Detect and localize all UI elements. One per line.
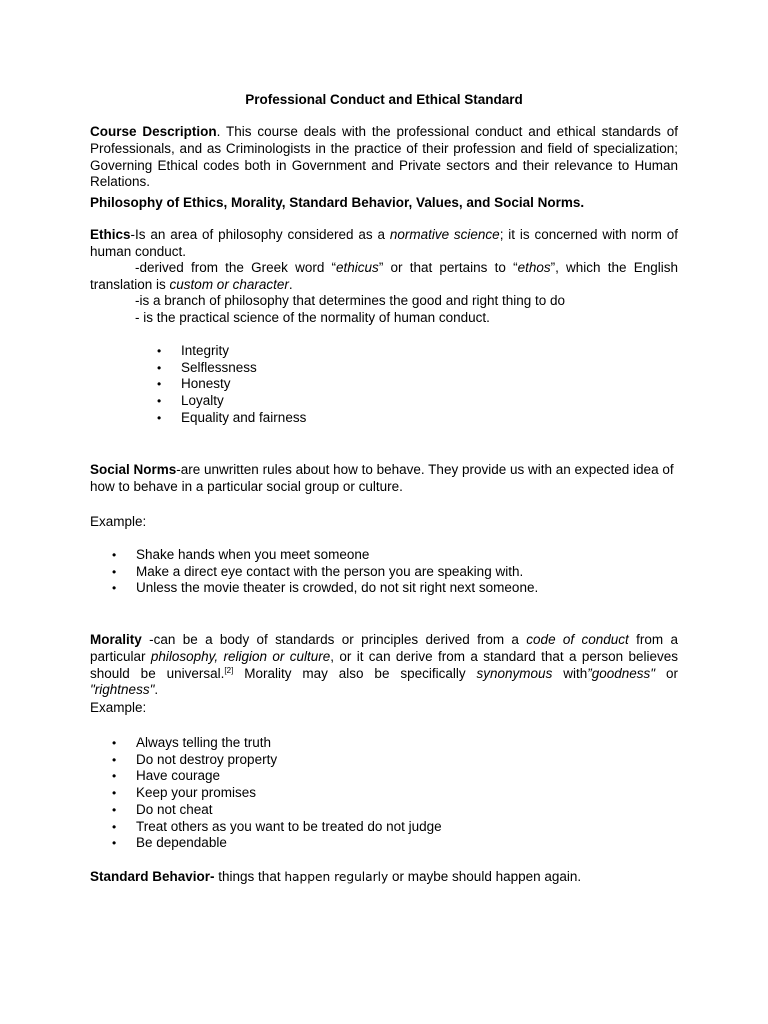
morality-text: -can be a body of standards or principles derived from a	[141, 632, 527, 647]
standard-behavior-definition	[90, 869, 678, 886]
ethics-practical-line: - is the practical science of the normality of human conduct.	[135, 310, 490, 325]
ethics-values-list	[157, 343, 768, 427]
ethics-definition	[90, 227, 678, 261]
bullet-icon: •	[112, 548, 117, 562]
bullet-icon: •	[112, 819, 117, 834]
list-item	[112, 735, 724, 752]
morality-italic: synonymous	[476, 665, 553, 681]
bullet-icon: •	[112, 752, 117, 767]
bullet-icon: •	[112, 786, 117, 801]
list-item	[157, 393, 768, 410]
list-item-text: Loyalty	[181, 393, 224, 409]
page-title: Professional Conduct and Ethical Standard	[245, 92, 523, 107]
morality-text: .	[154, 682, 159, 698]
social-example-label: Example:	[90, 514, 147, 529]
list-item-text: Do not cheat	[136, 801, 213, 817]
standard-behavior-text: things that	[214, 869, 285, 884]
social-norms-text: -are unwritten rules about how to behave. They provide us with an expected idea of how to behave in a particular social group or culture.	[90, 462, 674, 494]
bullet-icon: •	[157, 344, 162, 358]
bullet-icon: •	[157, 360, 162, 375]
list-item-text: Do not destroy property	[136, 751, 278, 767]
footnote-reference-link[interactable]: [2]	[224, 665, 234, 675]
morality-italic: ”goodness"	[587, 665, 656, 681]
ethics-branch-line: -is a branch of philosophy that determines the good and right thing to do	[135, 293, 566, 308]
bullet-icon: •	[112, 581, 117, 596]
standard-behavior-label: Standard Behavior-	[90, 869, 215, 884]
list-item-text: Keep your promises	[136, 785, 257, 801]
ethics-term-ethos: ethos	[517, 260, 551, 275]
morality-text: with	[552, 665, 588, 681]
morality-examples-list	[112, 735, 724, 852]
morality-text: from a particular	[90, 632, 678, 664]
list-item-text: Integrity	[181, 343, 230, 358]
course-description-text: . This course deals with the professional conduct and ethical standards of Professionals, and as Criminologists in the practice of their profession and field of specialization; Governing Ethical codes both in Government and Private sectors and their relevance to Human Relations.	[90, 124, 678, 190]
list-item-text: Shake hands when you meet someone	[136, 547, 370, 562]
ethics-derivation-text: -derived from the Greek word “	[135, 260, 337, 275]
course-description	[90, 124, 678, 191]
list-item	[112, 563, 724, 581]
ethics-text: -Is an area of philosophy considered as a	[130, 227, 390, 242]
list-item	[112, 801, 724, 819]
ethics-derivation-text: ”, which the English translation is	[90, 260, 678, 292]
list-item	[112, 785, 724, 802]
bullet-icon: •	[157, 394, 162, 409]
ethics-derivation	[90, 260, 678, 294]
ethics-label: Ethics	[90, 227, 131, 242]
ethics-text-italic: normative science	[389, 227, 500, 242]
social-examples-list	[112, 547, 724, 597]
ethics-term-custom: custom or character	[169, 276, 289, 292]
bullet-icon: •	[157, 410, 162, 425]
list-item-text: Make a direct eye contact with the person you are speaking with.	[136, 563, 524, 579]
ethics-text-rest: ; it is concerned with norm of human conduct.	[90, 227, 678, 259]
ethics-derivation-text: ” or that pertains to “	[378, 260, 518, 275]
bullet-icon: •	[157, 377, 162, 392]
list-item	[112, 547, 724, 564]
list-item-text: Equality and fairness	[181, 409, 307, 425]
list-item	[112, 835, 724, 852]
list-item-text: Always telling the truth	[136, 735, 272, 750]
morality-italic: code of conduct	[526, 632, 629, 647]
list-item	[112, 580, 724, 597]
list-item-text: Treat others as you want to be treated do not judge	[136, 818, 442, 834]
bullet-icon: •	[112, 564, 117, 579]
morality-label: Morality	[90, 632, 142, 647]
list-item	[157, 409, 768, 427]
morality-text: or	[655, 665, 678, 681]
list-item	[112, 751, 724, 769]
morality-text: Morality may also be specifically	[233, 665, 477, 681]
morality-text: , or it can derive from a standard that a person believes should be universal.	[90, 648, 678, 681]
list-item-text: Honesty	[181, 376, 231, 392]
philosophy-heading: Philosophy of Ethics, Morality, Standard Behavior, Values, and Social Norms.	[90, 195, 585, 210]
ethics-derivation-text: .	[288, 276, 293, 292]
standard-behavior-text-alt-font: happen regularly	[284, 870, 389, 884]
bullet-icon: •	[112, 736, 117, 750]
morality-italic: philosophy, religion or culture	[150, 648, 331, 664]
list-item	[112, 768, 724, 785]
social-norms-definition	[90, 462, 678, 496]
standard-behavior-text: or maybe should happen again.	[388, 869, 582, 884]
list-item	[157, 343, 768, 360]
bullet-icon: •	[112, 769, 117, 784]
list-item-text: Be dependable	[136, 835, 227, 851]
bullet-icon: •	[112, 836, 117, 851]
list-item-text: Selflessness	[181, 359, 257, 375]
course-description-label: Course Description	[90, 124, 217, 139]
morality-italic: "rightness"	[90, 682, 155, 698]
list-item	[157, 376, 768, 393]
list-item	[112, 818, 724, 836]
morality-definition	[90, 632, 678, 699]
ethics-term-ethicus: ethicus	[336, 260, 379, 275]
morality-example-label: Example:	[90, 700, 147, 715]
list-item-text: Unless the movie theater is crowded, do not sit right next someone.	[136, 580, 539, 596]
bullet-icon: •	[112, 802, 117, 817]
social-norms-label: Social Norms	[90, 462, 177, 477]
list-item	[157, 359, 768, 377]
list-item-text: Have courage	[136, 768, 221, 784]
